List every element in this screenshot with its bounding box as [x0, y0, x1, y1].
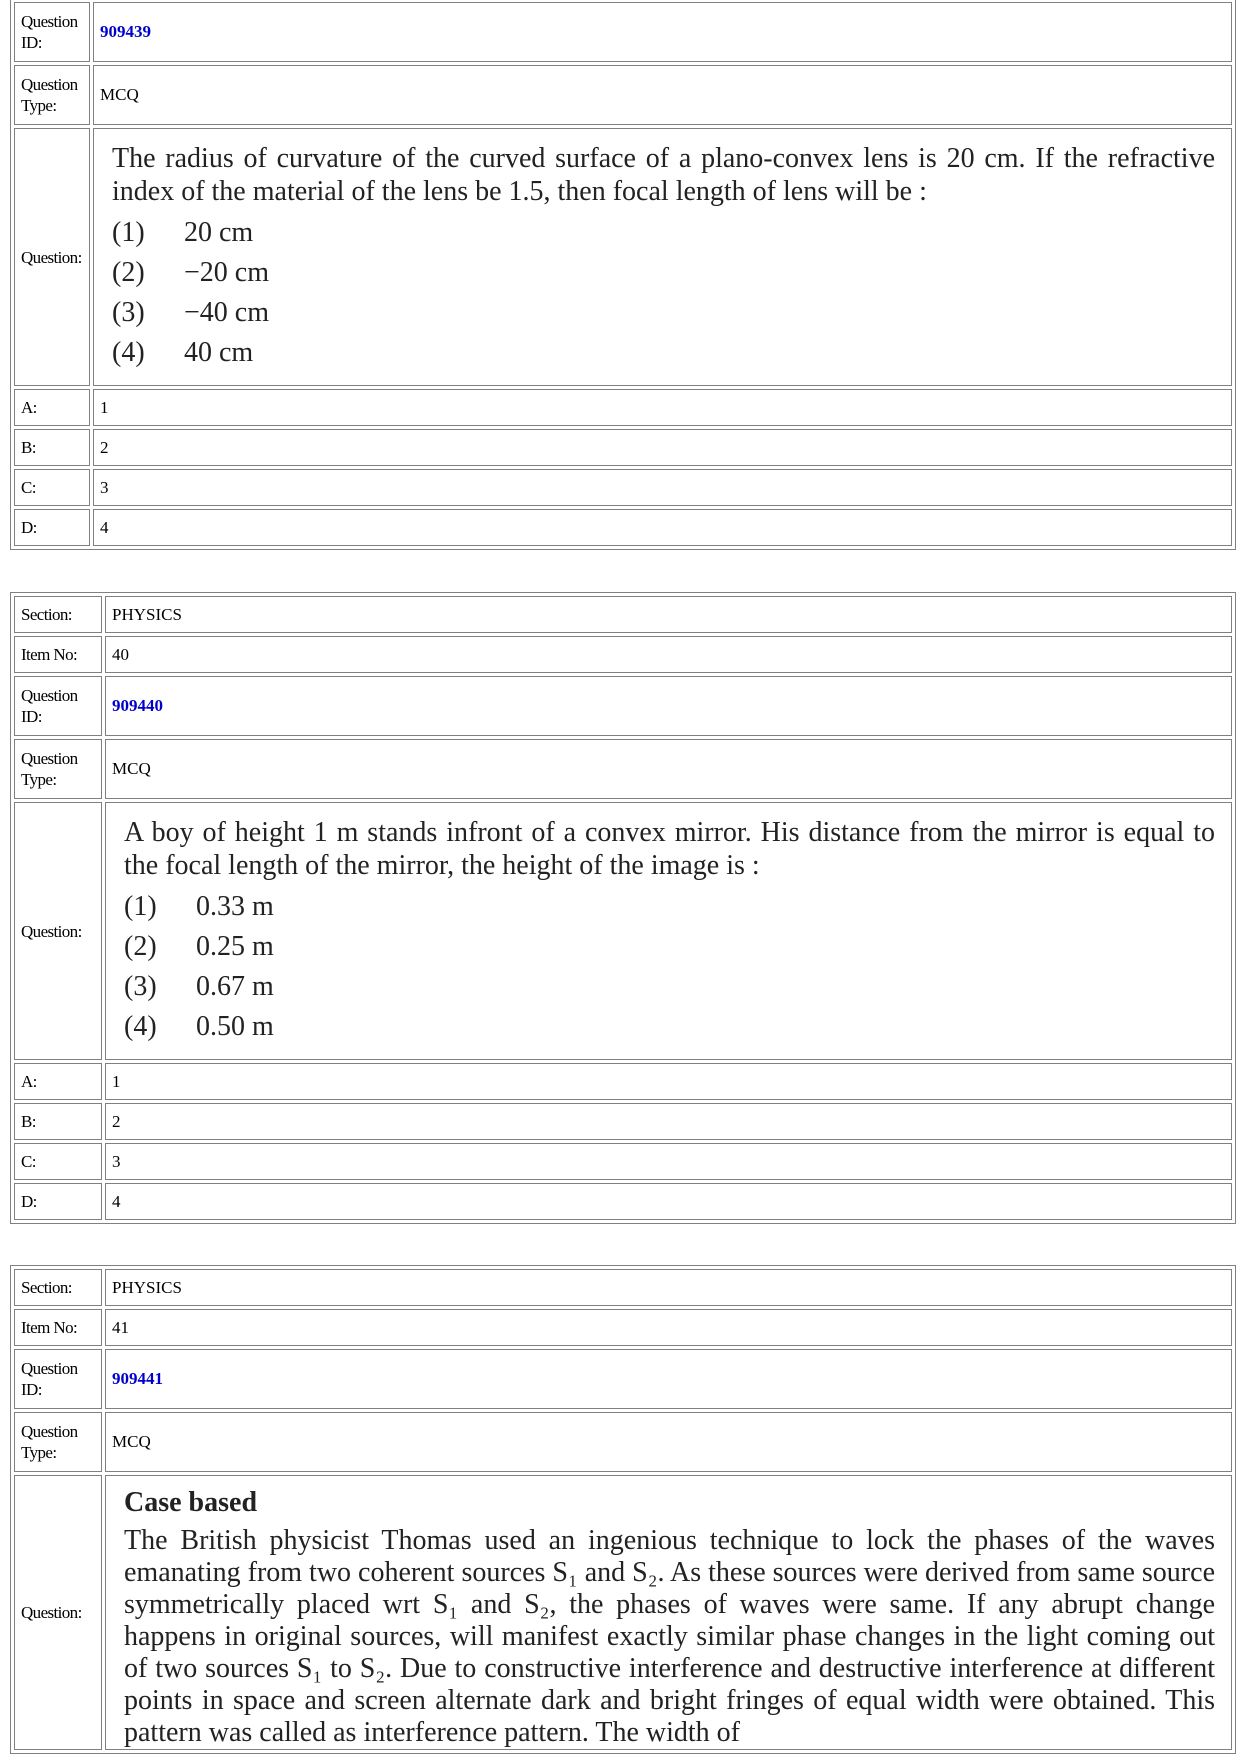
answer-d-label: D: [14, 1183, 102, 1220]
option-text: 20 cm [184, 216, 254, 248]
option-number: (4) [112, 336, 145, 368]
question-id-value[interactable]: 909439 [100, 22, 151, 41]
question-type-value: MCQ [105, 739, 1232, 799]
case-title: Case based [124, 1487, 258, 1518]
answer-c-label: C: [14, 469, 90, 506]
answer-a-value: 1 [93, 389, 1232, 426]
question-id-label: Question ID: [14, 2, 90, 62]
answer-b-value: 2 [105, 1103, 1232, 1140]
question-type-label: Question Type: [14, 739, 102, 799]
section-label: Section: [14, 1269, 102, 1306]
option-2 [112, 252, 1215, 292]
section-value: PHYSICS [105, 596, 1232, 633]
question-id-cell [105, 1349, 1232, 1409]
answer-b-label: B: [14, 429, 90, 466]
question-type-label: Question Type: [14, 65, 90, 125]
option-4 [124, 1006, 1215, 1046]
question-id-cell [93, 2, 1232, 62]
section-label: Section: [14, 596, 102, 633]
question-text: A boy of height 1 m stands infront of a convex mirror. His distance from the mirror is equal to the focal length of the mirror, the height of the image is : [124, 817, 1215, 881]
question-card-39 [10, 0, 1236, 550]
question-label: Question: [14, 1475, 102, 1750]
option-2 [124, 926, 1215, 966]
option-1 [124, 886, 1215, 926]
option-number: (2) [124, 930, 157, 962]
option-3 [112, 292, 1215, 332]
option-number: (4) [124, 1010, 157, 1042]
option-number: (3) [124, 970, 157, 1002]
option-4 [112, 332, 1215, 372]
question-id-label: Question ID: [14, 1349, 102, 1409]
question-id-cell [105, 676, 1232, 736]
option-number: (1) [124, 890, 157, 922]
section-value: PHYSICS [105, 1269, 1232, 1306]
question-label: Question: [14, 128, 90, 386]
item-no-label: Item No: [14, 1309, 102, 1346]
question-label: Question: [14, 802, 102, 1060]
option-text: −40 cm [184, 296, 269, 328]
option-number: (1) [112, 216, 145, 248]
answer-a-value: 1 [105, 1063, 1232, 1100]
option-text: −20 cm [184, 256, 269, 288]
option-text: 40 cm [184, 336, 254, 368]
question-body [105, 802, 1232, 1060]
question-text: The radius of curvature of the curved surface of a plano-convex lens is 20 cm. If the refractive index of the material of the lens be 1.5, then focal length of lens will be : [112, 143, 1215, 207]
option-3 [124, 966, 1215, 1006]
option-1 [112, 212, 1215, 252]
item-no-value: 41 [105, 1309, 1232, 1346]
answer-d-label: D: [14, 509, 90, 546]
question-body [93, 128, 1232, 386]
option-text: 0.67 m [196, 970, 274, 1002]
question-body [105, 1475, 1232, 1750]
question-card-40 [10, 592, 1236, 1224]
option-text: 0.25 m [196, 930, 274, 962]
answer-b-value: 2 [93, 429, 1232, 466]
answer-a-label: A: [14, 389, 90, 426]
answer-c-value: 3 [93, 469, 1232, 506]
answer-c-value: 3 [105, 1143, 1232, 1180]
question-type-value: MCQ [93, 65, 1232, 125]
answer-d-value: 4 [93, 509, 1232, 546]
option-text: 0.33 m [196, 890, 274, 922]
question-card-41 [10, 1265, 1236, 1754]
question-id-value[interactable]: 909440 [112, 696, 163, 715]
question-type-label: Question Type: [14, 1412, 102, 1472]
case-text: The British physicist Thomas used an ingenious technique to lock the phases of the waves emanating from two coherent sources S₁ and S₂. As these sources were derived from same source symmetrically placed wrt S₁ and S₂, the phases of waves were same. If any abrupt change happens in original sources, will manifest exactly similar phase changes in the light coming out of two sources S₁ to S₂. Due to constructive interference and destructive interference at different points in space and screen alternate dark and bright fringes of equal width were obtained. This pattern was called as interference pattern. The width of [124, 1525, 1215, 1748]
question-id-label: Question ID: [14, 676, 102, 736]
answer-c-label: C: [14, 1143, 102, 1180]
answer-b-label: B: [14, 1103, 102, 1140]
option-text: 0.50 m [196, 1010, 274, 1042]
item-no-label: Item No: [14, 636, 102, 673]
item-no-value: 40 [105, 636, 1232, 673]
question-type-value: MCQ [105, 1412, 1232, 1472]
option-number: (2) [112, 256, 145, 288]
option-number: (3) [112, 296, 145, 328]
answer-a-label: A: [14, 1063, 102, 1100]
answer-d-value: 4 [105, 1183, 1232, 1220]
question-id-value[interactable]: 909441 [112, 1369, 163, 1388]
